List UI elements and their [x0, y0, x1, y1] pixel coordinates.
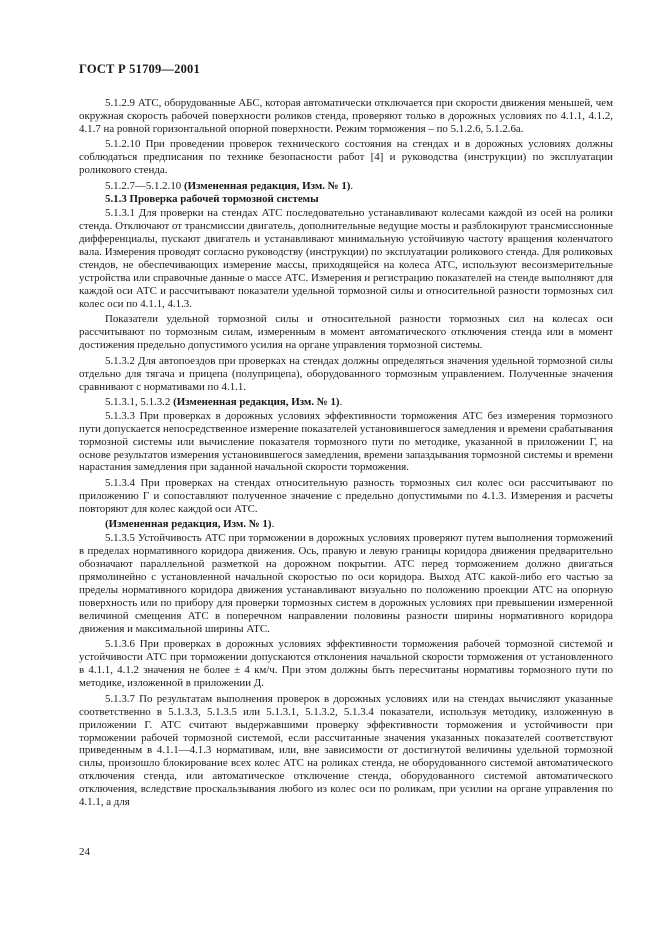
paragraph-5-1-3-5: 5.1.3.5 Устойчивость АТС при торможении в дорожных условиях проверяют путем выполнения торможений в пределах нормативного коридора движения. Ось, правую и левую границы коридора движения предварительно обозначают параллельной разметкой на дорожном покрытии. АТС перед торможением должно двигаться прямолинейно с установленной начальной скоростью по оси коридора. Выход АТС какой-либо его частью за пределы нормативного коридора движения устанавливают визуально по положению проекции АТС на опорную поверхность или по прибору для проверки тормозных систем в дорожных условиях при превышении измеренной величиной смещения АТС в поперечном направлении половины разности ширины нормативного коридора движения и максимальной ширины АТС.	[79, 532, 613, 635]
amendment-ref: 5.1.2.7—5.1.2.10	[105, 179, 184, 192]
paragraph-5-1-3-6: 5.1.3.6 При проверках в дорожных условиях эффективности торможения рабочей тормозной системой и устойчивости АТС при торможении допускаются отклонения начальной скорости торможения от установленного в 4.1.1, 4.1.2 значения не более ± 4 км/ч. При этом должны быть пересчитаны нормативы тормозного пути по методике, изложенной в приложении Д.	[79, 638, 613, 690]
amendment-label: (Измененная редакция, Изм. № 1)	[183, 179, 351, 192]
section-heading-text: 5.1.3 Проверка рабочей тормозной системы	[105, 193, 319, 206]
amendment-label: (Измененная редакция, Изм. № 1)	[173, 396, 340, 409]
amendment-suffix: .	[271, 518, 275, 531]
section-heading-5-1-3	[79, 193, 613, 206]
paragraph-brake-indicators: Показатели удельной тормозной силы и относительной разности тормозных сил на колесах оси рассчитывают по тормозным силам, измеренным в момент автоматического отключения стенда или в момент достижения предельно допустимого усилия на органе управления тормозной системы.	[79, 313, 613, 352]
amendment-suffix: .	[350, 179, 354, 192]
paragraph-5-1-3-1: 5.1.3.1 Для проверки на стендах АТС последовательно устанавливают колесами каждой из осей на ролики стенда. Отключают от трансмиссии двигатель, дополнительные ведущие мосты и разблокируют трансмиссионные дифференциалы, пускают двигатель и устанавливают минимальную устойчивую частоту вращения коленчатого вала. Измерения проводят согласно руководству (инструкции) по эксплуатации роликового стенда. Для роликовых стендов, не обеспечивающих измерение массы, приходящейся на колеса АТС, используют весоизмерительные устройства или справочные данные о массе АТС. Измерения и регистрацию показателей на стенде выполняют для каждой оси АТС и рассчитывают показатели удельной тормозной силы и относительной разности тормозных сил колес оси по 4.1.1, 4.1.3.	[79, 207, 613, 310]
amendment-note	[79, 518, 613, 531]
page-number: 24	[79, 846, 90, 858]
paragraph-5-1-3-4: 5.1.3.4 При проверках на стендах относительную разность тормозных сил колес оси рассчитывают по приложению Г и сопоставляют полученное значение с предельно допустимыми по 4.1.3. Измерения и расчеты повторяют для колес каждой оси АТС.	[79, 477, 613, 515]
paragraph-5-1-3-7: 5.1.3.7 По результатам выполнения проверок в дорожных условиях или на стендах вычисляют указанные соответственно в 5.1.3.3, 5.1.3.5 или 5.1.3.1, 5.1.3.2, 5.1.3.4 показатели, используя методику, изложенную в приложении Г. АТС считают выдержавшими проверку эффективности торможения и устойчивости при торможении рабочей тормозной системой, если рассчитанные значения указанных показателей соответствуют приведенным в 4.1.1—4.1.3 нормативам, или, вне зависимости от достигнутой величины удельной тормозной силы, произошло блокирование всех колес АТС на роликах стенда, не оборудованного системой автоматического отключения стенда, или автоматическое отключение стенда, оборудованного системой автоматического отключения, вследствие проскальзывания любого из колес оси по роликам, при усилии на органе управления по 4.1.1, а для	[79, 692, 613, 809]
amendment-suffix: .	[339, 396, 343, 409]
document-body	[79, 97, 613, 812]
amendment-note	[79, 396, 613, 409]
paragraph-5-1-3-3: 5.1.3.3 При проверках в дорожных условиях эффективности торможения АТС без измерения тормозного пути допускается непосредственное измерение показателей установившегося замедления и времени срабатывания тормозной системы или вычисление показателя тормозного пути по методике, указанной в приложении Г, на основе результатов измерения установившегося замедления, времени запаздывания тормозной системы и времени нарастания замедления при заданной начальной скорости торможения.	[79, 409, 613, 474]
amendment-ref: 5.1.3.1, 5.1.3.2	[105, 396, 174, 409]
paragraph-5-1-2-10: 5.1.2.10 При проведении проверок технического состояния на стендах и в дорожных условиях должны соблюдаться предписания по технике безопасности работ [4] и руководства (инструкции) по эксплуатации роликового стенда.	[79, 138, 613, 177]
document-header: ГОСТ Р 51709—2001	[79, 62, 200, 76]
paragraph-5-1-2-9: 5.1.2.9 АТС, оборудованные АБС, которая автоматически отключается при скорости движения меньшей, чем окружная скорость рабочей поверхности роликов стенда, проверяют только в дорожных условиях по 4.1.1, 4.1.2, 4.1.7 на ровной горизонтальной опорной поверхности. Режим торможения – по 5.1.2.6, 5.1.2.6а.	[79, 97, 613, 135]
amendment-label: (Измененная редакция, Изм. № 1)	[105, 518, 272, 531]
amendment-note	[79, 180, 613, 193]
paragraph-5-1-3-2: 5.1.3.2 Для автопоездов при проверках на стендах должны определяться значения удельной тормозной силы отдельно для тягача и прицепа (полуприцепа), оборудованного тормозным управлением. Полученные значения сравнивают с нормативами по 4.1.1.	[79, 354, 613, 393]
